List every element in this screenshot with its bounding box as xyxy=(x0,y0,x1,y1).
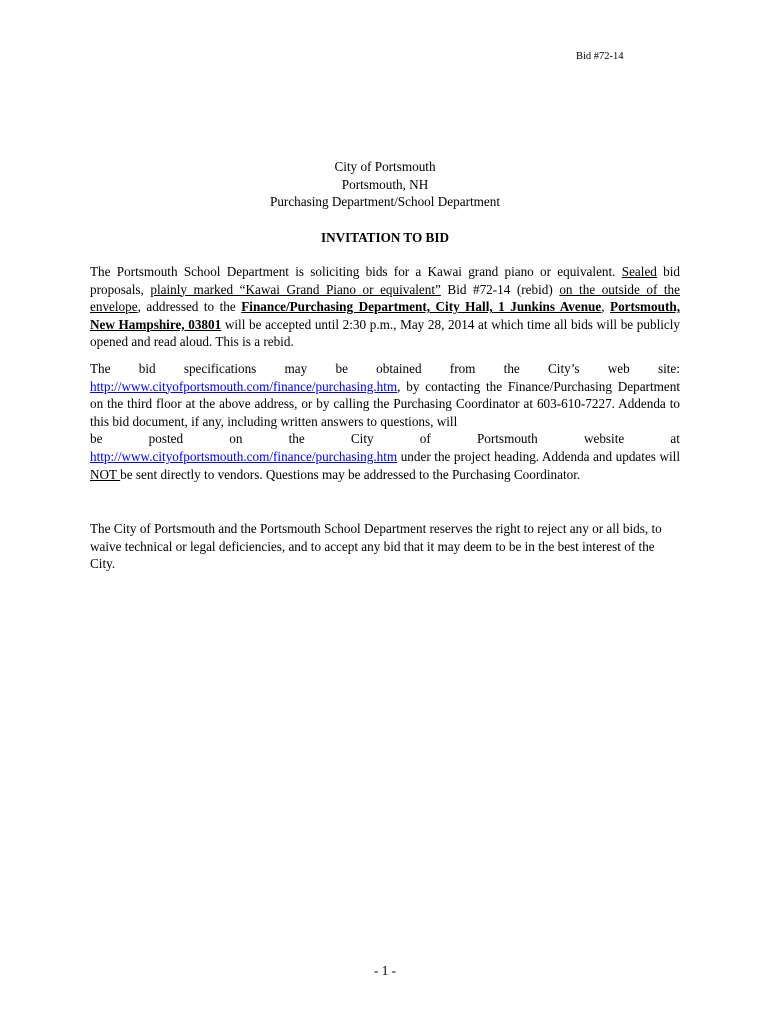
p2-line-5 xyxy=(90,430,680,448)
p2-word: Portsmouth xyxy=(476,431,538,447)
document-title: INVITATION TO BID xyxy=(320,230,449,245)
p2-not: NOT xyxy=(90,466,121,482)
p2-word: website xyxy=(583,431,625,447)
p2-text-4: be sent directly to vendors. Questions may be addressed to the Purchasing Coordinator. xyxy=(120,466,581,482)
p2-word: may xyxy=(284,361,308,376)
p1-text-9: , xyxy=(601,299,611,315)
p2-word: at xyxy=(670,431,680,447)
header-city: City of Portsmouth xyxy=(334,159,436,174)
p2-word: site: xyxy=(657,361,680,376)
p1-address: Finance/Purchasing Department, City Hall, 1 Junkins Avenue xyxy=(241,299,602,315)
p2-word: the xyxy=(288,431,305,447)
p2-word: web xyxy=(607,361,630,376)
p2-word: City xyxy=(350,431,374,447)
p1-marking: plainly marked “Kawai Grand Piano or equivalent” xyxy=(150,281,441,297)
p2-text-2: under the project heading. Addenda and updates will xyxy=(397,448,680,464)
p2-word: bid xyxy=(138,361,156,376)
p2-word: City’s xyxy=(548,361,580,376)
p2-word: of xyxy=(419,431,431,447)
p2-word: on xyxy=(229,431,243,447)
bid-number: Bid #72-14 xyxy=(576,51,624,62)
header-department: Purchasing Department/School Department xyxy=(270,194,500,210)
paragraph-reservation: The City of Portsmouth and the Portsmouth School Department reserves the right to reject any or all bids, to waive technical or legal deficiencies, and to accept any bid that it may deem to be in the best interest of the City. xyxy=(90,521,662,572)
purchasing-link-1[interactable]: http://www.cityofportsmouth.com/finance/purchasing.htm xyxy=(90,378,398,394)
p2-word: The xyxy=(90,361,111,376)
p2-word: be xyxy=(335,361,348,376)
p1-text-3: bid proposals, xyxy=(90,264,680,297)
p2-block-2 xyxy=(90,448,680,483)
p1-envelope: on the outside of the envelope xyxy=(90,281,680,315)
p1-city-state: Portsmouth, New Hampshire, 03801 xyxy=(90,299,680,332)
purchasing-link-2[interactable]: http://www.cityofportsmouth.com/finance/purchasing.htm xyxy=(90,448,398,464)
p1-sealed: Sealed xyxy=(621,264,657,279)
p1-text-1: The Portsmouth School Department is soliciting bids for a Kawai grand piano or equivalent. xyxy=(90,264,622,279)
p2-block-1 xyxy=(90,378,680,431)
p1-text-7: , addressed to the xyxy=(137,299,242,315)
paragraph-solicitation xyxy=(90,263,680,351)
p2-word: from xyxy=(449,361,476,376)
p1-text-11: will be accepted until 2:30 p.m., May 28, 2014 at which time all bids will be publicly opened and read aloud. This is a rebid. xyxy=(90,316,681,350)
document-header xyxy=(90,158,680,211)
p2-text-1: , by contacting the Finance/Purchasing Department on the third floor at the above address, or by calling the Purchasing Coordinator at 603-610-7227. Addenda to this bid document, if any, including written answers to questions, will xyxy=(90,378,680,429)
p2-word: the xyxy=(503,361,520,376)
p2-line-1 xyxy=(90,360,680,378)
p2-word: specifications xyxy=(183,361,257,376)
header-location: Portsmouth, NH xyxy=(341,176,429,192)
p2-word: be xyxy=(90,431,103,447)
p1-text-5: Bid #72-14 (rebid) xyxy=(440,281,560,297)
p2-word: posted xyxy=(148,431,184,447)
page-number: - 1 - xyxy=(374,963,396,978)
paragraph-specifications xyxy=(90,360,680,483)
p2-word: obtained xyxy=(376,361,422,376)
